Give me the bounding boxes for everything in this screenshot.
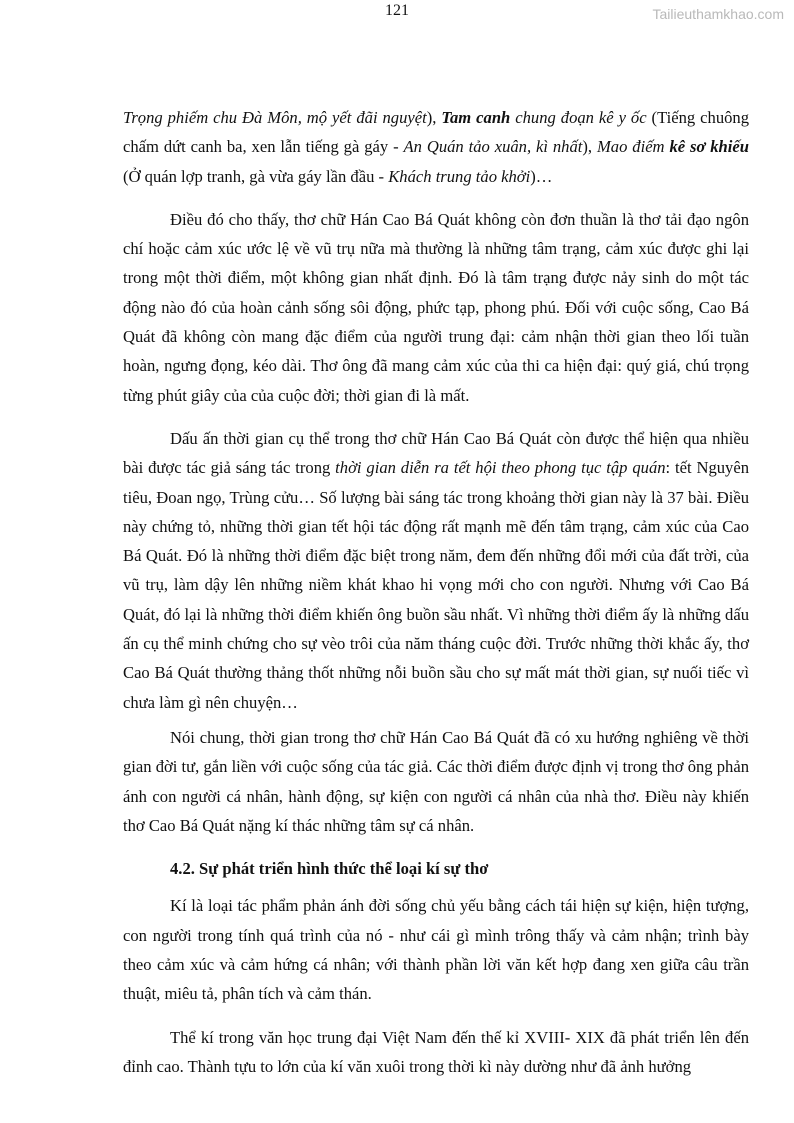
text-italic: Trọng phiếm chu Đà Môn, mộ yết đãi nguyệt	[123, 108, 427, 127]
paragraph: Nói chung, thời gian trong thơ chữ Hán Cao Bá Quát đã có xu hướng nghiêng về thời gian đời tư, gắn liền với cuộc sống của tác giả. Các thời điểm được định vị trong thơ ông phản ánh con người cá nhân, hành động, sự kiện con người cá nhân của nhà thơ. Điều này khiến thơ Cao Bá Quát nặng kí thác những tâm sự cá nhân.	[123, 727, 749, 835]
paragraph: Điều đó cho thấy, thơ chữ Hán Cao Bá Quát không còn đơn thuần là thơ tải đạo ngôn chí hoặc cảm xúc ước lệ về vũ trụ nữa mà thường là những tâm trạng, cảm xúc được ghi lại trong một thời điểm, một không gian nhất định. Đó là tâm trạng được nảy sinh do một tác động nào đó của hoàn cảnh sống sôi động, phức tạp, phong phú. Đối với cuộc sống, Cao Bá Quát đã không còn mang đặc điểm của người trung đại: cảm nhận thời gian theo lối tuần hoàn, ngưng đọng, kéo dài. Thơ ông đã mang cảm xúc của thi ca hiện đại: quý giá, chú trọng từng phút giây của của cuộc đời; thời gian đi là mất.	[123, 209, 749, 405]
paragraph	[123, 424, 749, 717]
text-italic: Mao điếm	[596, 137, 670, 157]
page-number: 121	[385, 2, 409, 19]
paragraph: Thể kí trong văn học trung đại Việt Nam đến thế kỉ XVIII- XIX đã phát triển lên đến đỉnh cao. Thành tựu to lớn của kí văn xuôi trong thời kì này dường như đã ảnh hưởng	[123, 1027, 749, 1076]
paragraph-continuation	[123, 103, 749, 191]
text-italic: thời gian diễn ra tết hội theo phong tục tập quán	[335, 458, 666, 478]
watermark: Tailieuthamkhao.com	[652, 6, 784, 22]
text: (Tiếng chuông chấm dứt canh ba, xen lẫn tiếng gà gáy -	[123, 108, 750, 157]
text-italic: chung đoạn kê y ốc	[510, 108, 647, 127]
section-heading: 4.2. Sự phát triển hình thức thể loại kí sự thơ	[170, 859, 489, 879]
text: (Ở quán lợp tranh, gà vừa gáy lần đầu -	[123, 166, 389, 186]
paragraph: Kí là loại tác phẩm phản ánh đời sống chủ yếu bằng cách tái hiện sự kiện, hiện tượng, con người trong tính quá trình của nó - như cái gì mình trông thấy và cảm nhận; trình bày theo cảm xúc và cảm hứng cá nhân; với thành phần lời văn kết hợp đang xen giữa câu trần thuật, miêu tả, phân tích và cảm thán.	[123, 896, 749, 1004]
text-bold-italic: kê sơ khiếu	[669, 137, 749, 157]
text: ),	[582, 137, 597, 157]
text-italic: An Quán tảo xuân, kì nhất	[403, 137, 583, 157]
text: : tết Nguyên tiêu, Đoan ngọ, Trùng cửu… Số lượng bài sáng tác trong khoảng thời gian này là 37 bài. Điều này chứng tỏ, những thời gian tết hội tác động rất mạnh mẽ đến tâm trạng, cảm xúc của Cao Bá Quát. Đó là những thời điểm đặc biệt trong năm, đem đến những đổi mới của đất trời, của vũ trụ, làm dậy lên những niềm khát khao hi vọng mới cho con người. Nhưng với Cao Bá Quát, đó lại là những thời điểm khiến ông buồn sầu nhất. Vì những thời điểm ấy là những dấu ấn cụ thể minh chứng cho sự vèo trôi của năm tháng cuộc đời. Trước những thời khắc ấy, thơ Cao Bá Quát thường thảng thốt những nỗi buồn sầu cho sự mất mát thời gian, sự nuối tiếc vì chưa làm gì nên chuyện…	[123, 458, 750, 712]
document-body	[123, 103, 749, 1081]
text: ),	[426, 108, 442, 127]
text-italic: Khách trung tảo khởi	[388, 166, 531, 186]
text: )…	[530, 166, 553, 186]
text-bold-italic: Tam canh	[441, 108, 511, 127]
text: Dấu ấn thời gian cụ thể trong thơ chữ Hán Cao Bá Quát còn được thể hiện qua nhiều bài được tác giả sáng tác trong	[123, 428, 749, 478]
